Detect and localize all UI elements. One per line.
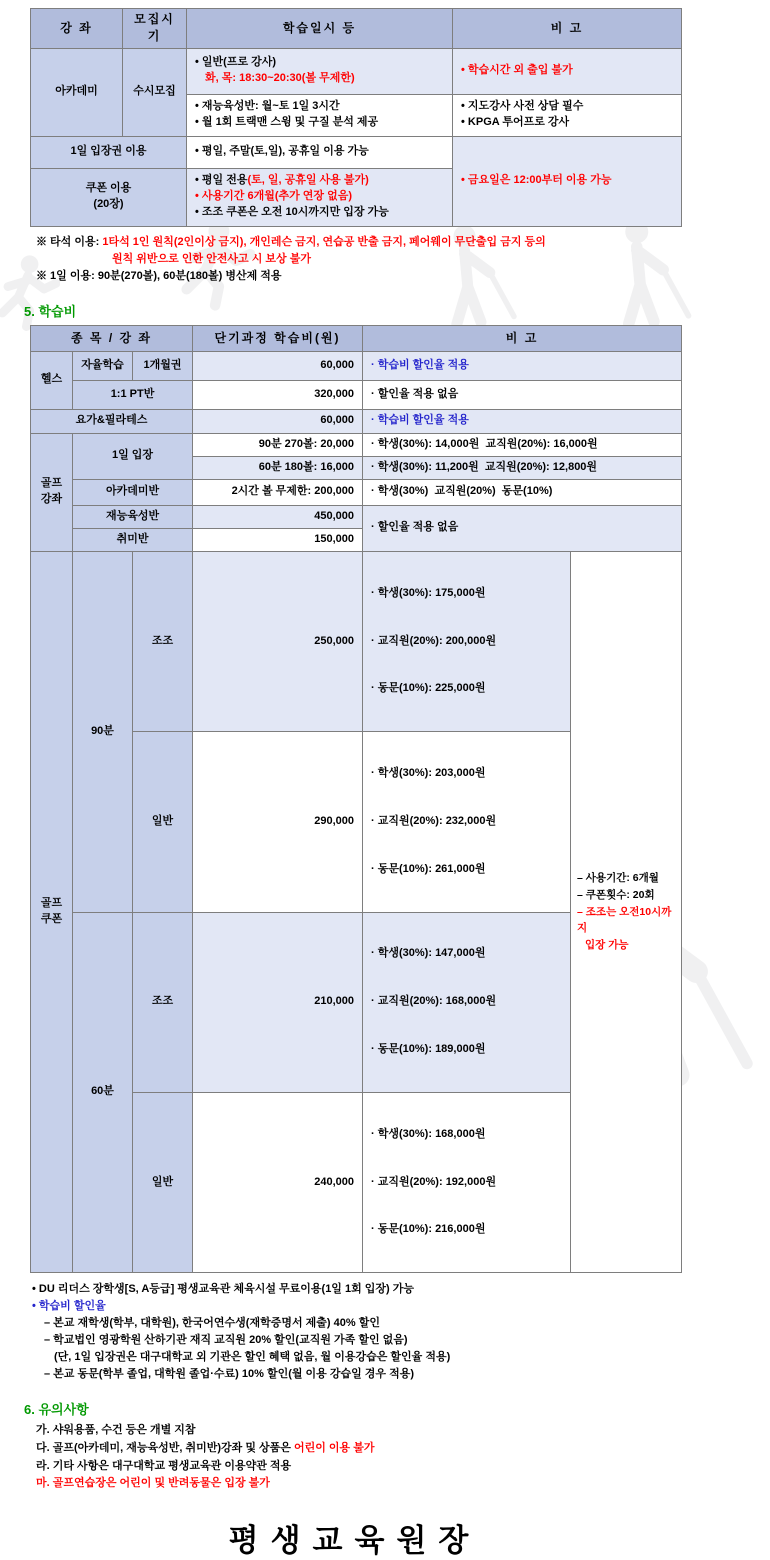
course-cell: 1개월권	[133, 351, 193, 380]
remark-cell: • 금요일은 12:00부터 이용 가능	[453, 136, 682, 226]
remark-line: · 교직원(20%): 192,000원	[371, 1175, 497, 1188]
remark-cell	[363, 1092, 571, 1272]
col-header-schedule: 학습일시 등	[187, 9, 453, 49]
schedule-table	[30, 8, 682, 227]
category-cell	[31, 433, 73, 551]
bullet-subline: – 학교법인 영광학원 산하기관 재직 교직원 20% 할인(교직원 가족 할인 없음)	[44, 1334, 408, 1347]
course-cell: 조조	[133, 551, 193, 731]
schedule-line-red: 화, 목: 18:30~20:30(볼 무제한)	[205, 72, 355, 85]
remark-cell	[363, 732, 571, 912]
remark-cell: · 학습비 할인율 적용	[363, 351, 682, 380]
duration-cell: 60분	[73, 912, 133, 1273]
table-row	[31, 380, 682, 409]
bullet-line-blue: • 학습비 할인율	[32, 1300, 106, 1313]
col-header-course: 강 좌	[31, 9, 123, 49]
fee-cell: 2시간 볼 무제한: 200,000	[193, 479, 363, 505]
remark-line: · 동문(10%): 189,000원	[371, 1043, 486, 1056]
table-row	[31, 136, 682, 168]
fee-cell: 450,000	[193, 505, 363, 528]
col-header-remark: 비 고	[453, 9, 682, 49]
bullet-subline: – 본교 재학생(학부, 대학원), 한국어연수생(재학증명서 제출) 40% 할인	[44, 1317, 380, 1330]
table-row	[31, 551, 682, 731]
discount-info-block	[32, 1281, 709, 1383]
remark-line: · 동문(10%): 216,000원	[371, 1223, 486, 1236]
course-cell: 요가&필라테스	[31, 409, 193, 433]
table-row	[31, 48, 682, 94]
remark-line: · 교직원(20%): 168,000원	[371, 995, 497, 1008]
fee-cell: 150,000	[193, 528, 363, 551]
course-cell: 1일 입장권 이용	[31, 136, 187, 168]
remark-line: • 지도강사 사전 상담 필수	[461, 100, 584, 113]
remark-cell: · 할인율 적용 없음	[363, 505, 682, 551]
category-line: 골프	[40, 477, 63, 490]
fee-cell: 210,000	[193, 912, 363, 1092]
schedule-text: • 평일 전용	[195, 174, 248, 187]
note-line-red: 원칙 위반으로 인한 안전사고 시 보상 불가	[112, 252, 311, 265]
schedule-cell	[187, 48, 453, 94]
remark-cell	[363, 912, 571, 1092]
table-row	[31, 479, 682, 505]
remark-line: · 동문(10%): 225,000원	[371, 682, 486, 695]
course-cell: 일반	[133, 732, 193, 912]
schedule-line-red: • 사용기간 6개월(추가 연장 없음)	[195, 190, 353, 203]
side-note-line: – 사용기간: 6개월	[577, 872, 659, 885]
col-header-fee: 단기과정 학습비(원)	[193, 325, 363, 351]
fee-table	[30, 325, 682, 1273]
table-row	[31, 433, 682, 456]
fee-cell: 90분 270볼: 20,000	[193, 433, 363, 456]
caution-text: 다. 골프(아카데미, 재능육성반, 취미반)강좌 및 상품은	[36, 1442, 294, 1455]
schedule-line: • 월 1회 트랙맨 스윙 및 구질 분석 제공	[195, 116, 379, 129]
category-line: 골프	[40, 897, 63, 910]
caution-item	[36, 1440, 709, 1458]
course-cell: 아카데미반	[73, 479, 193, 505]
schedule-line: • 재능육성반: 월~토 1일 3시간	[195, 100, 340, 113]
remark-cell: · 학생(30%): 14,000원 교직원(20%): 16,000원	[363, 433, 682, 456]
schedule-cell	[187, 168, 453, 226]
caution-item-red: 마. 골프연습장은 어린이 및 반려동물은 입장 불가	[36, 1477, 270, 1490]
remark-line: · 동문(10%): 261,000원	[371, 862, 486, 875]
note-label: ※ 타석 이용:	[36, 235, 103, 248]
category-cell: 헬스	[31, 351, 73, 409]
bullet-subline: (단, 1일 입장권은 대구대학교 외 기관은 할인 혜택 없음, 월 이용강습은 할인율 적용)	[54, 1351, 451, 1364]
course-line: 쿠폰 이용	[85, 182, 132, 195]
remark-cell: · 학생(30%): 11,200원 교직원(20%): 12,800원	[363, 456, 682, 479]
coupon-side-note	[571, 551, 682, 1272]
fee-cell: 60,000	[193, 351, 363, 380]
table-row	[31, 409, 682, 433]
category-line: 강좌	[40, 493, 63, 506]
caution-item: 가. 샤워용품, 수건 등은 개별 지참	[36, 1424, 196, 1437]
remark-line: · 학생(30%): 175,000원	[371, 586, 486, 599]
section6-title: 6. 유의사항	[24, 1402, 89, 1418]
fee-cell: 320,000	[193, 380, 363, 409]
duration-cell: 90분	[73, 551, 133, 912]
fee-cell: 240,000	[193, 1092, 363, 1272]
note-line: ※ 1일 이용: 90분(270볼), 60분(180볼) 병산제 적용	[36, 269, 282, 282]
schedule-line	[195, 173, 447, 189]
remark-cell: • 학습시간 외 출입 불가	[453, 48, 682, 94]
course-cell: 일반	[133, 1092, 193, 1272]
remark-line: · 학생(30%): 147,000원	[371, 947, 486, 960]
course-line: (20장)	[93, 198, 124, 211]
note-red-text: 1타석 1인 원칙(2인이상 금지), 개인레슨 금지, 연습공 반출 금지, 페어웨이 무단출입 금지 등의	[102, 235, 546, 248]
course-cell: 1일 입장	[73, 433, 193, 479]
side-note-line: – 쿠폰횟수: 20회	[577, 888, 655, 901]
fee-cell: 60,000	[193, 409, 363, 433]
side-note-line-red: – 조조는 오전10시까지	[577, 905, 672, 935]
course-cell	[31, 168, 187, 226]
remark-line: · 교직원(20%): 232,000원	[371, 814, 497, 827]
schedule-text-red: (토, 일, 공휴일 사용 불가)	[247, 174, 369, 187]
col-header-remark: 비 고	[363, 325, 682, 351]
caution-list	[36, 1422, 709, 1492]
course-cell: 조조	[133, 912, 193, 1092]
col-header-course: 종 목 / 강 좌	[31, 325, 193, 351]
category-line: 쿠폰	[40, 913, 63, 926]
table-row	[31, 351, 682, 380]
caution-item: 라. 기타 사항은 대구대학교 평생교육관 이용약관 적용	[36, 1459, 292, 1472]
schedule-line: • 일반(프로 강사)	[195, 56, 277, 69]
note-line	[36, 234, 709, 251]
period-cell: 수시모집	[123, 48, 187, 136]
schedule-line: • 조조 쿠폰은 오전 10시까지만 입장 가능	[195, 206, 389, 219]
remark-cell: · 학습비 할인율 적용	[363, 409, 682, 433]
table-row	[31, 505, 682, 528]
remark-cell	[363, 551, 571, 731]
schedule-cell	[187, 94, 453, 136]
section5-title: 5. 학습비	[24, 303, 77, 319]
bullet-line: • DU 리더스 장학생[S, A등급] 평생교육관 체육시설 무료이용(1일 1회 입장) 가능	[32, 1283, 415, 1296]
course-cell: 자율학습	[73, 351, 133, 380]
side-note-line-red: 입장 가능	[585, 939, 629, 952]
schedule-cell: • 평일, 주말(토,일), 공휴일 이용 가능	[187, 136, 453, 168]
remark-line: · 학생(30%): 168,000원	[371, 1127, 486, 1140]
course-cell: 아카데미	[31, 48, 123, 136]
remark-line: • KPGA 투어프로 강사	[461, 116, 570, 129]
course-cell: 1:1 PT반	[73, 380, 193, 409]
remark-cell	[453, 94, 682, 136]
category-cell	[31, 551, 73, 1272]
fee-cell: 60분 180볼: 16,000	[193, 456, 363, 479]
fee-cell: 290,000	[193, 732, 363, 912]
document-page	[0, 8, 709, 1558]
col-header-period: 모집시기	[123, 9, 187, 49]
remark-line: · 학생(30%): 203,000원	[371, 767, 486, 780]
remark-cell: · 학생(30%) 교직원(20%) 동문(10%)	[363, 479, 682, 505]
signature-title: 평생교육원장	[228, 1522, 481, 1558]
course-cell: 재능육성반	[73, 505, 193, 528]
remark-line: · 교직원(20%): 200,000원	[371, 634, 497, 647]
fee-cell: 250,000	[193, 551, 363, 731]
notes-block	[36, 234, 709, 285]
remark-cell: · 할인율 적용 없음	[363, 380, 682, 409]
caution-text-red: 어린이 이용 불가	[293, 1442, 375, 1455]
bullet-subline: – 본교 동문(학부 졸업, 대학원 졸업·수료) 10% 할인(월 이용 강습일 경우 적용)	[44, 1368, 415, 1381]
course-cell: 취미반	[73, 528, 193, 551]
